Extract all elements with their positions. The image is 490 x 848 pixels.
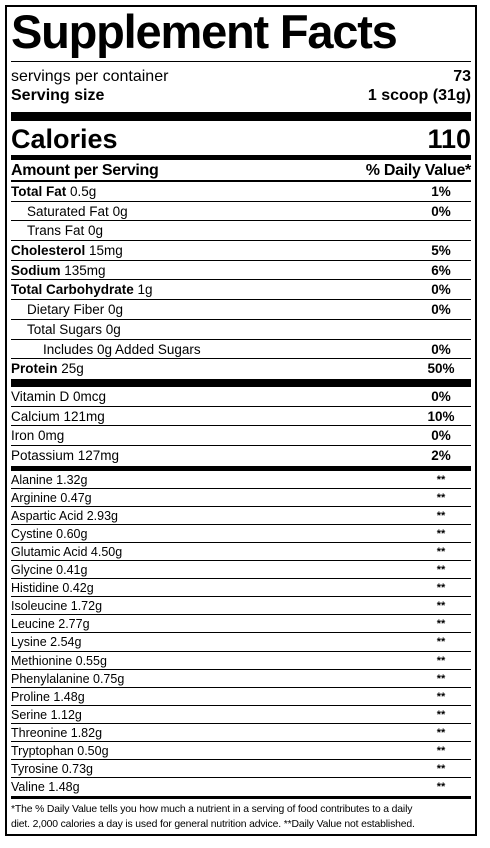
nutrient-amount: 1g (133, 282, 153, 298)
nutrient-name: Cholesterol (11, 243, 86, 259)
serving-size-label: Serving size (11, 87, 105, 104)
amino-acid-row (11, 670, 471, 688)
footnote (11, 799, 471, 832)
calories-value: 110 (427, 124, 471, 154)
amino-acid-name: Tyrosine 0.73g (11, 762, 93, 777)
nutrient-amount: 0g (102, 321, 121, 337)
nutrient-label (11, 202, 128, 221)
nutrient-label (11, 221, 103, 240)
amino-acid-dv: ** (436, 726, 446, 739)
amino-acid-name: Serine 1.12g (11, 707, 82, 722)
nutrient-row (11, 182, 471, 202)
amino-acid-row (11, 543, 471, 561)
nutrient-row (11, 320, 471, 340)
amino-acid-row (11, 525, 471, 543)
amino-acid-dv: ** (436, 690, 446, 703)
nutrient-label (11, 300, 123, 319)
nutrient-name: Trans Fat (27, 223, 85, 239)
amino-acid-dv: ** (436, 745, 446, 758)
panel-title: Supplement Facts (11, 5, 397, 58)
nutrient-name: Protein (11, 361, 58, 377)
vitamin-row (11, 407, 471, 427)
vitamin-row (11, 446, 471, 466)
servings-per-container-row (11, 67, 471, 86)
amino-acid-dv: ** (436, 708, 446, 721)
amino-acid-dv: ** (436, 600, 446, 613)
servings-value: 73 (453, 68, 471, 85)
daily-value-header: % Daily Value* (365, 162, 471, 179)
amino-acid-name: Histidine 0.42g (11, 581, 94, 596)
amino-acid-name: Valine 1.48g (11, 780, 80, 795)
nutrient-amount: 0g (84, 223, 104, 239)
amino-acid-row (11, 507, 471, 525)
amino-acid-dv: ** (436, 654, 446, 667)
nutrient-label (11, 280, 153, 299)
amino-acid-name: Arginine 0.47g (11, 490, 92, 505)
amino-acid-row (11, 597, 471, 615)
nutrient-dv: 0% (431, 203, 451, 219)
vitamin-list (11, 387, 471, 466)
calories-row (11, 121, 471, 155)
vitamin-name: Calcium 121mg (11, 408, 105, 424)
vitamin-dv: 10% (427, 408, 455, 424)
nutrient-dv: 0% (431, 302, 451, 318)
footnote-line-1: *The % Daily Value tells you how much a nutrient in a serving of food contributes to a daily (11, 804, 413, 816)
vitamin-row (11, 426, 471, 446)
nutrient-name: Total Fat (11, 184, 67, 199)
amino-acid-dv: ** (436, 473, 446, 486)
amino-acid-name: Cystine 0.60g (11, 526, 88, 541)
nutrient-amount: 135mg (60, 262, 106, 278)
amino-acid-row (11, 724, 471, 742)
vitamin-name: Iron 0mg (11, 428, 65, 444)
amino-acid-dv: ** (436, 618, 446, 631)
amino-acid-list (11, 471, 471, 797)
nutrient-row (11, 359, 471, 379)
divider-thick (11, 379, 471, 387)
calories-label: Calories (11, 124, 118, 154)
amino-acid-row (11, 579, 471, 597)
amino-acid-row (11, 688, 471, 706)
amino-acid-row (11, 652, 471, 670)
nutrient-name: Saturated Fat (27, 203, 109, 219)
nutrient-label (11, 261, 106, 280)
amino-acid-row (11, 706, 471, 724)
amino-acid-name: Isoleucine 1.72g (11, 599, 103, 614)
amino-acid-name: Phenylalanine 0.75g (11, 671, 125, 686)
nutrient-row (11, 300, 471, 320)
nutrient-row (11, 261, 471, 281)
amino-acid-dv: ** (436, 564, 446, 577)
serving-size-row (11, 86, 471, 107)
nutrient-row (11, 280, 471, 300)
amino-acid-name: Glutamic Acid 4.50g (11, 545, 123, 559)
amino-acid-name: Glycine 0.41g (11, 563, 88, 578)
amino-acid-row (11, 633, 471, 651)
nutrient-list (11, 182, 471, 379)
supplement-facts-panel (5, 5, 477, 836)
vitamin-dv: 0% (431, 388, 451, 404)
nutrient-label (11, 182, 96, 201)
nutrient-row (11, 340, 471, 360)
nutrient-amount: 0.5g (66, 184, 97, 199)
nutrient-label (11, 320, 121, 339)
amino-acid-name: Tryptophan 0.50g (11, 744, 109, 759)
nutrient-name: Sodium (11, 262, 61, 278)
nutrient-amount: 25g (57, 361, 84, 377)
nutrient-label (11, 359, 84, 379)
amino-acid-dv: ** (436, 636, 446, 649)
nutrient-label (11, 241, 123, 260)
nutrient-dv: 1% (431, 184, 451, 199)
nutrient-name: Includes 0g Added Sugars (43, 341, 201, 357)
amino-acid-name: Aspartic Acid 2.93g (11, 508, 119, 523)
vitamin-dv: 2% (431, 447, 451, 463)
amino-acid-row (11, 471, 471, 489)
amino-acid-name: Lysine 2.54g (11, 635, 82, 650)
amino-acid-dv: ** (436, 546, 446, 558)
nutrient-label (11, 340, 201, 359)
amino-acid-dv: ** (436, 527, 446, 540)
nutrient-amount: 0g (108, 203, 128, 219)
nutrient-dv: 0% (431, 341, 451, 357)
amino-acid-row (11, 561, 471, 579)
footnote-line-2: diet. 2,000 calories a day is used for general nutrition advice. **Daily Value not established. (11, 819, 415, 831)
amino-acid-dv: ** (436, 781, 446, 794)
nutrient-amount: 0g (104, 302, 124, 318)
nutrient-name: Total Carbohydrate (11, 282, 134, 298)
nutrient-row (11, 202, 471, 222)
nutrient-dv (411, 221, 471, 240)
nutrient-row (11, 221, 471, 241)
nutrient-name: Total Sugars (27, 321, 103, 337)
nutrient-dv: 0% (431, 282, 451, 298)
amino-acid-dv: ** (436, 491, 446, 504)
amino-acid-dv: ** (436, 582, 446, 595)
nutrient-dv: 5% (431, 243, 451, 259)
vitamin-name: Vitamin D 0mcg (11, 388, 107, 404)
amino-acid-dv: ** (436, 672, 446, 685)
amount-per-serving-label: Amount per Serving (11, 162, 159, 179)
nutrient-dv (411, 320, 471, 339)
amino-acid-row (11, 778, 471, 796)
amino-acid-row (11, 760, 471, 778)
nutrient-name: Dietary Fiber (27, 302, 105, 318)
nutrient-row (11, 241, 471, 261)
amino-acid-name: Threonine 1.82g (11, 725, 103, 740)
divider (11, 61, 471, 62)
vitamin-row (11, 387, 471, 407)
amino-acid-dv: ** (436, 763, 446, 776)
vitamin-dv: 0% (431, 428, 451, 444)
amino-acid-row (11, 742, 471, 760)
amino-acid-row (11, 615, 471, 633)
nutrient-dv: 50% (427, 361, 455, 377)
amino-acid-name: Leucine 2.77g (11, 617, 90, 632)
divider-thick (11, 112, 471, 121)
amount-header-row (11, 161, 471, 180)
nutrient-dv: 6% (431, 262, 451, 278)
amino-acid-name: Alanine 1.32g (11, 472, 88, 487)
serving-size-value: 1 scoop (31g) (367, 87, 471, 104)
nutrient-amount: 15mg (85, 243, 123, 259)
amino-acid-name: Methionine 0.55g (11, 653, 107, 668)
amino-acid-name: Proline 1.48g (11, 689, 85, 704)
servings-label: servings per container (11, 68, 169, 85)
vitamin-name: Potassium 127mg (11, 447, 120, 463)
amino-acid-dv: ** (436, 509, 446, 522)
amino-acid-row (11, 489, 471, 507)
